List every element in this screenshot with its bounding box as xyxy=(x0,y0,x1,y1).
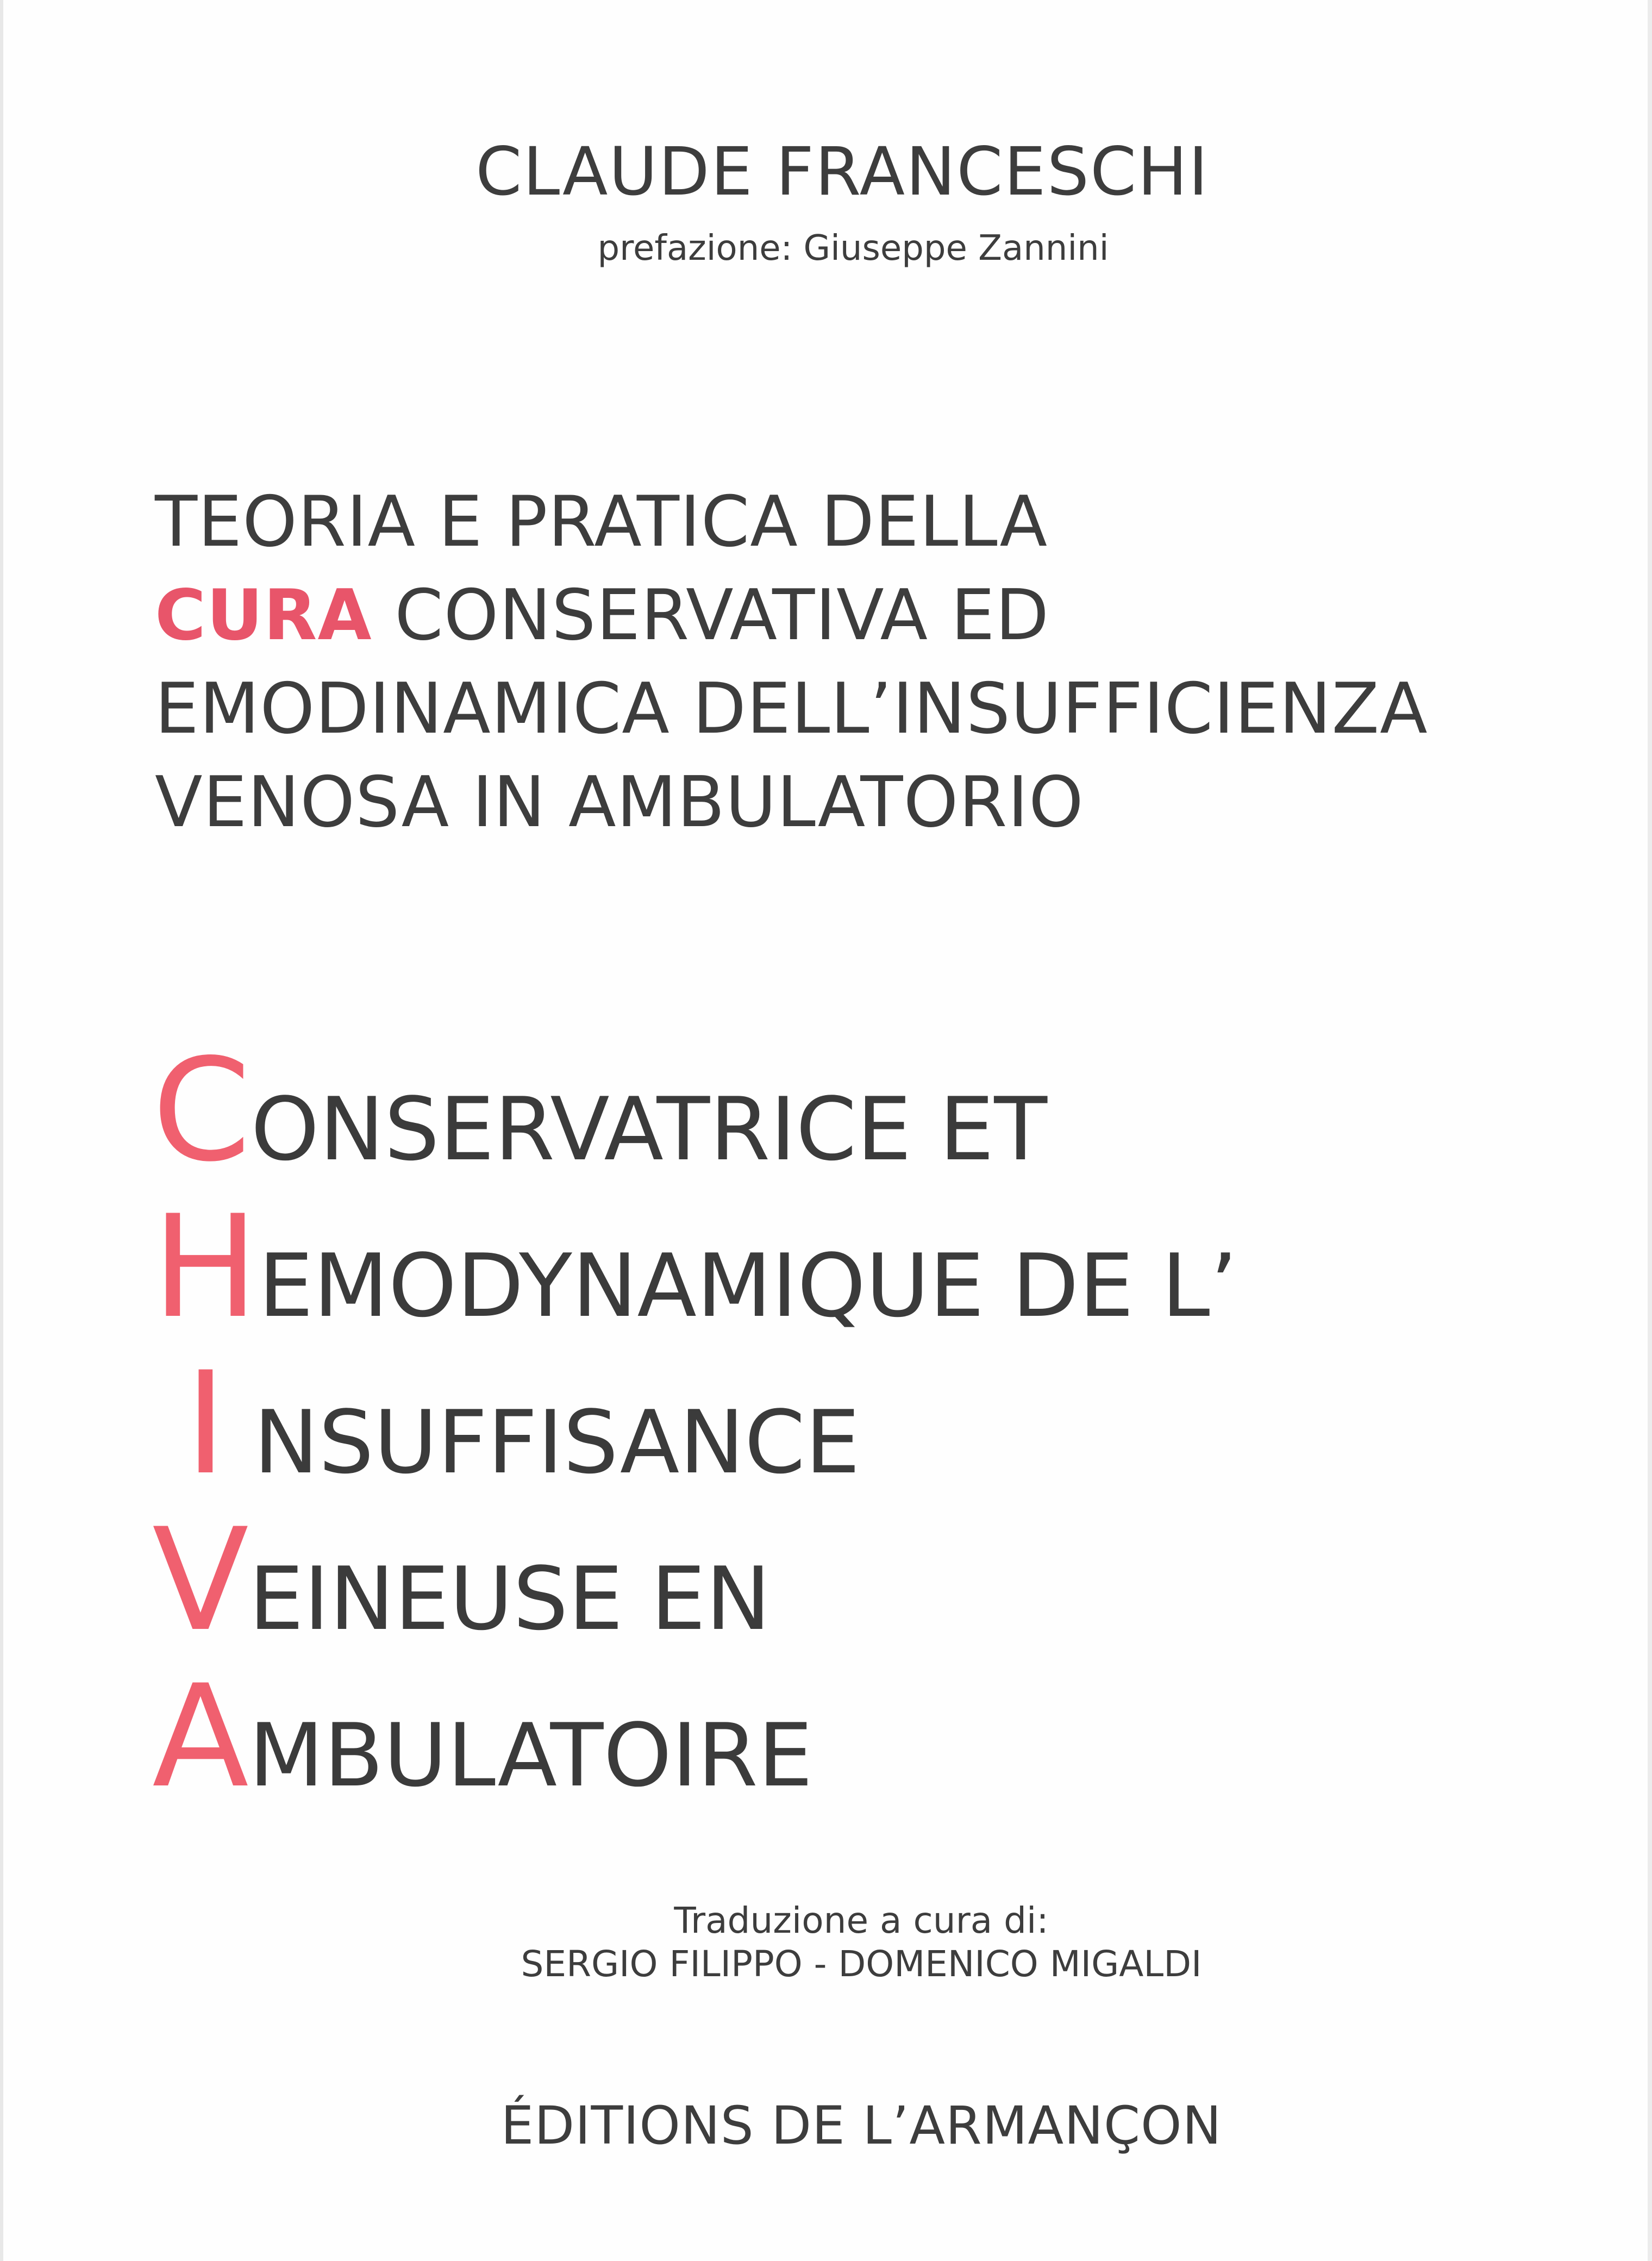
italian-title-line-2 xyxy=(155,569,1622,663)
french-title-line-1-rest: ONSERVATRICE ET xyxy=(251,1078,1048,1180)
italian-title-accent-word: CURA xyxy=(155,575,372,656)
italian-title-line-2-rest: CONSERVATIVA ED xyxy=(372,575,1050,656)
preface-credit: prefazione: Giuseppe Zannini xyxy=(597,228,1109,268)
italian-title-line-1: TEORIA E PRATICA DELLA xyxy=(155,482,1048,563)
french-title-chiva xyxy=(152,1029,1619,1819)
french-title-line-3-rest: NSUFFISANCE xyxy=(253,1391,860,1493)
italian-title xyxy=(155,476,1622,850)
french-title-line-5-rest: MBULATOIRE xyxy=(248,1704,813,1806)
acronym-initial-a: A xyxy=(152,1655,249,1819)
french-title-line-1 xyxy=(152,1029,1619,1193)
french-title-line-4 xyxy=(152,1498,1619,1663)
french-title-line-3 xyxy=(152,1342,1619,1506)
acronym-initial-v: V xyxy=(152,1498,249,1663)
italian-title-line-4: VENOSA IN AMBULATORIO xyxy=(155,762,1084,843)
french-title-line-5 xyxy=(152,1655,1619,1819)
acronym-initial-h: H xyxy=(152,1185,259,1350)
acronym-initial-i: I xyxy=(185,1342,227,1506)
author-name: CLAUDE FRANCESCHI xyxy=(475,133,1209,210)
translators-names: SERGIO FILIPPO - DOMENICO MIGALDI xyxy=(521,1943,1202,1985)
publisher-name: ÉDITIONS DE L’ARMANÇON xyxy=(500,2095,1222,2156)
french-title-line-2-rest: EMODYNAMIQUE DE L’ xyxy=(258,1235,1238,1336)
translation-credit-label: Traduzione a cura di: xyxy=(674,1900,1049,1941)
french-title-line-2 xyxy=(152,1185,1619,1350)
french-title-line-4-rest: EINEUSE EN xyxy=(248,1548,771,1650)
acronym-initial-c: C xyxy=(152,1029,251,1193)
italian-title-line-3: EMODINAMICA DELL’INSUFFICIENZA xyxy=(155,669,1428,749)
